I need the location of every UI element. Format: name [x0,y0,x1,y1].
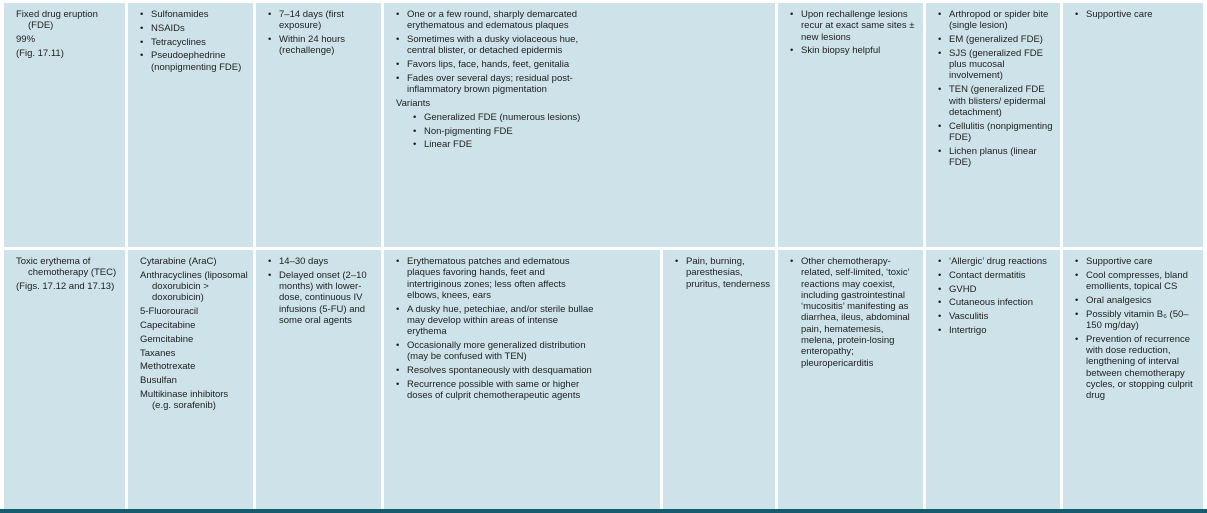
bullet-item: • Recurrence possible with same or higher doses of culprit chemotherapeutic agents [384,379,597,402]
text-line: Variants [396,98,431,110]
bullet-item: • Oral analgesics [1063,295,1199,306]
text-line: 5-Fluorouracil [140,306,199,318]
bullet-item: • TEN (generalized FDE with blisters/ epidermal detachment) [926,84,1056,118]
bullet-item: • Other chemotherapy-related, self-limited, ‘toxic’ reactions may coexist, including gastrointestinal ‘mucositis’ manifesting as diarrhea, ileus, abdominal pain, hematemesis, melena, protein-losing enteropathy; pleuropericarditis [778,256,919,369]
text-line: Anthracyclines (liposomal doxorubicin > doxorubicin) [140,269,248,304]
cell-toxic-erythema-of-chemotherapy-col7 [926,250,1060,509]
text-line: Taxanes [140,347,176,359]
text-line: Toxic erythema of chemotherapy (TEC) [16,256,117,279]
text-line: Fixed drug eruption (FDE) [16,9,98,32]
cell-fixed-drug-eruption-col7 [926,3,1060,247]
bullet-item: • Fades over several days; residual post-inflammatory brown pigmentation [384,73,597,96]
bullet-item: • NSAIDs [128,23,249,34]
cell-fixed-drug-eruption-col2 [128,3,253,247]
bullet-item: • SJS (generalized FDE plus mucosal involvement) [926,48,1056,82]
bullet-item: • Erythematous patches and edematous plaques favoring hands, feet and intertriginous zones; less often affects elbows, knees, ears [384,256,597,301]
text-line: Cytarabine (AraC) [140,256,217,267]
bullet-item: • Skin biopsy helpful [778,45,919,56]
cell-toxic-erythema-of-chemotherapy-col1 [4,250,125,509]
text-line: Capecitabine [140,319,196,331]
bullet-item: • Cellulitis (nonpigmenting FDE) [926,121,1056,144]
bullet-item: • 14–30 days [256,256,377,267]
bullet-item: • Vasculitis [926,311,1056,322]
sub-bullet-item: • Non-pigmenting FDE [384,126,614,137]
bullet-item: • Cool compresses, bland emollients, topical CS [1063,270,1199,293]
cell-fixed-drug-eruption-col3 [256,3,381,247]
text-line: Methotrexate [140,361,196,373]
bullet-item: • ‘Allergic’ drug reactions [926,256,1056,267]
cell-fixed-drug-eruption-col6 [778,3,923,247]
bullet-item: • Sulfonamides [128,9,249,20]
cell-fixed-drug-eruption-col4 [384,3,775,247]
text-line: Gemcitabine [140,333,194,345]
cell-fixed-drug-eruption-col1 [4,3,125,247]
sub-bullet-item: • Linear FDE [384,139,614,150]
bullet-item: • Prevention of recurrence with dose reduction, lengthening of interval between chemotherapy cycles, or stopping culprit drug [1063,334,1199,402]
bullet-item: • Supportive care [1063,9,1199,20]
cell-toxic-erythema-of-chemotherapy-col8 [1063,250,1203,509]
cell-fixed-drug-eruption-col8 [1063,3,1203,247]
cell-toxic-erythema-of-chemotherapy-col6 [778,250,923,509]
bullet-item: • Possibly vitamin B₆ (50–150 mg/day) [1063,309,1199,332]
bullet-item: • Pain, burning, paresthesias, pruritus, tenderness [663,256,771,290]
bullet-item: • Occasionally more generalized distribution (may be confused with TEN) [384,340,597,363]
cell-toxic-erythema-of-chemotherapy-col4 [384,250,660,509]
bullet-item: • Cutaneous infection [926,297,1056,308]
cell-toxic-erythema-of-chemotherapy-col3 [256,250,381,509]
bullet-item: • Lichen planus (linear FDE) [926,146,1056,169]
bullet-item: • Delayed onset (2–10 months) with lower-dose, continuous IV infusions (5-FU) and some oral agents [256,270,377,326]
bullet-item: • Upon rechallenge lesions recur at exact same sites ± new lesions [778,9,919,43]
text-line: Multikinase inhibitors (e.g. sorafenib) [140,388,229,412]
sub-bullet-item: • Generalized FDE (numerous lesions) [384,112,614,123]
text-line: (Fig. 17.11) [16,47,64,59]
text-line: Busulfan [140,375,177,387]
bullet-item: • Resolves spontaneously with desquamation [384,365,597,376]
bullet-item: • Contact dermatitis [926,270,1056,281]
bullet-item: • Supportive care [1063,256,1199,267]
bullet-item: • One or a few round, sharply demarcated erythematous and edematous plaques [384,9,597,32]
bullet-item: • Intertrigo [926,325,1056,336]
cell-toxic-erythema-of-chemotherapy-col2 [128,250,253,509]
bullet-item: • Pseudoephedrine (nonpigmenting FDE) [128,50,249,73]
bullet-item: • Arthropod or spider bite (single lesion) [926,9,1056,32]
bullet-item: • GVHD [926,284,1056,295]
bullet-item: • Sometimes with a dusky violaceous hue, central blister, or detached epidermis [384,34,597,57]
bullet-item: • Within 24 hours (rechallenge) [256,34,377,57]
bullet-item: • Tetracyclines [128,37,249,48]
bullet-item: • A dusky hue, petechiae, and/or sterile bullae may develop within areas of intense erythema [384,304,597,338]
cell-toxic-erythema-of-chemotherapy-col5 [663,250,775,509]
bullet-item: • Favors lips, face, hands, feet, genitalia [384,59,597,70]
text-line: 99% [16,34,36,46]
table-bottom-border [0,509,1207,513]
bullet-item: • EM (generalized FDE) [926,34,1056,45]
text-line: (Figs. 17.12 and 17.13) [16,281,115,293]
bullet-item: • 7–14 days (first exposure) [256,9,377,32]
